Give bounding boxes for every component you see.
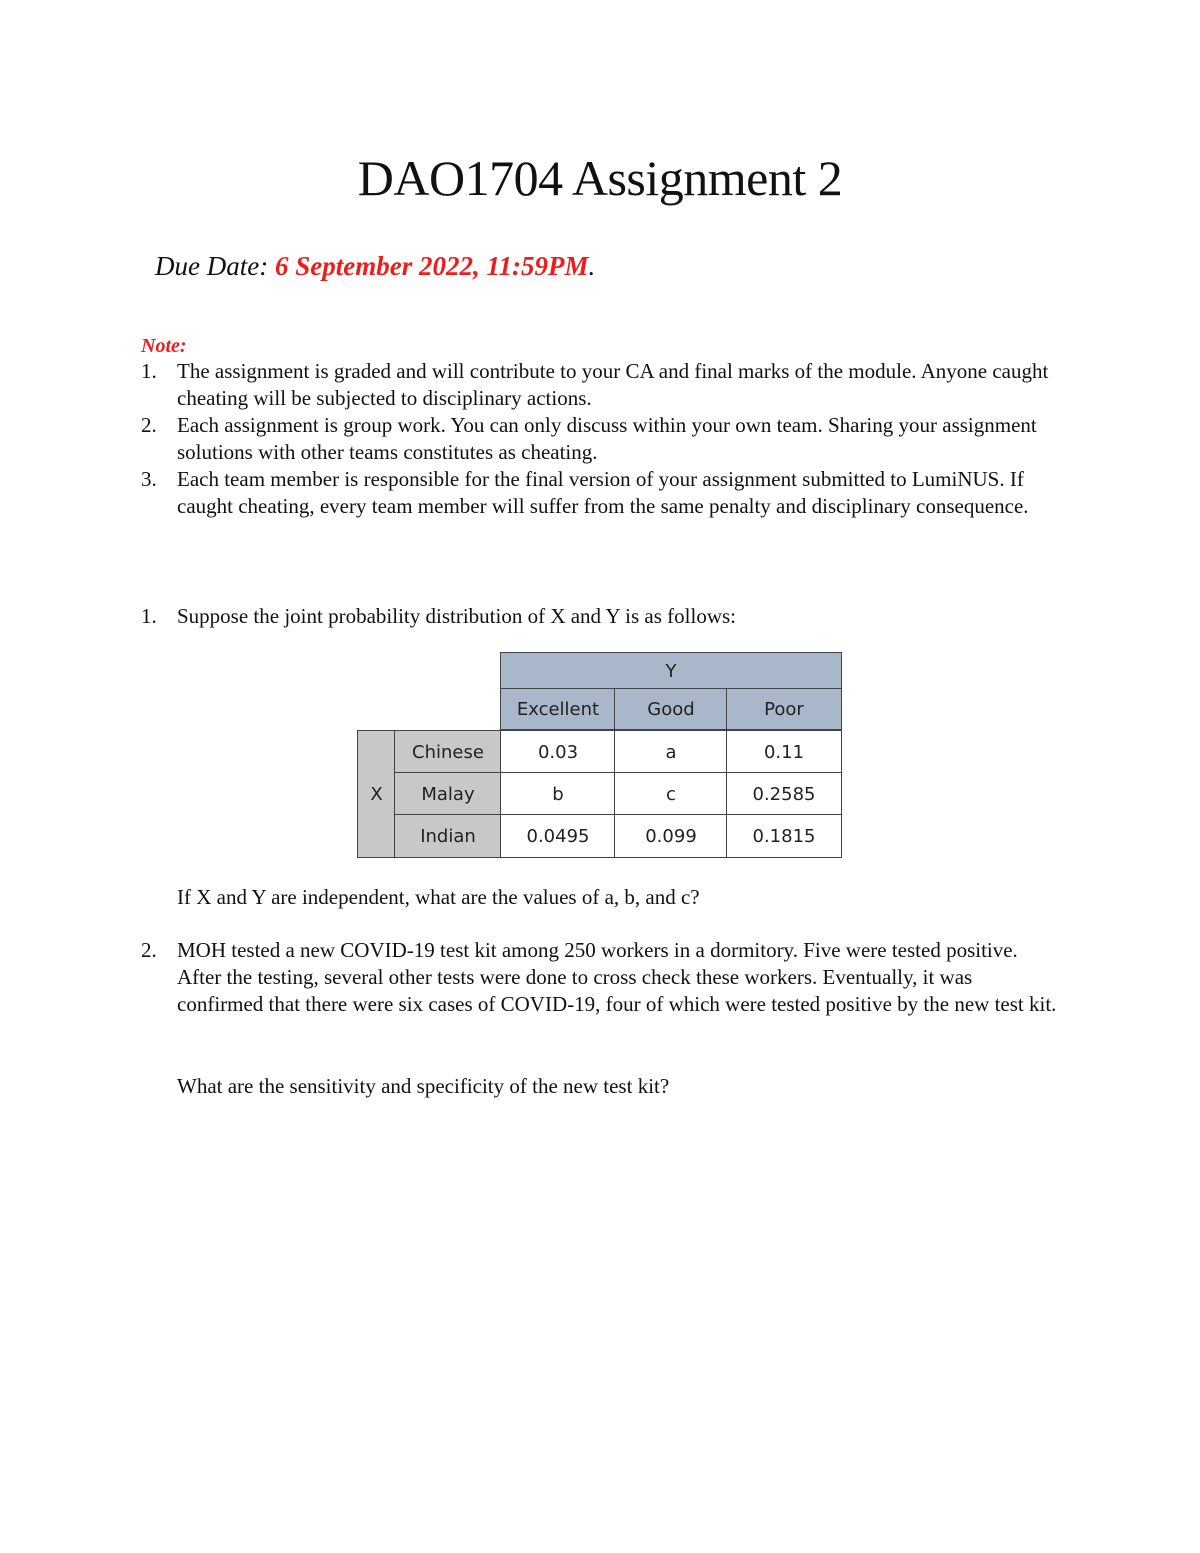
question-number: 2.: [141, 938, 157, 962]
notes-list: [141, 358, 1061, 520]
table-cell: b: [500, 772, 616, 816]
document-title: DAO1704 Assignment 2: [357, 150, 843, 206]
question-text: Suppose the joint probability distribution of X and Y is as follows:: [177, 604, 736, 628]
joint-probability-table: [357, 652, 842, 858]
table-cell: 0.11: [726, 730, 842, 774]
due-date-value: 6 September 2022, 11:59PM: [274, 251, 589, 281]
note-item: [141, 466, 1061, 520]
due-date-line: [155, 248, 595, 284]
table-cell: c: [614, 772, 728, 816]
table-cell: 0.03: [500, 730, 616, 774]
question-2-followup: What are the sensitivity and specificity of the new test kit?: [177, 1074, 670, 1098]
table-cell: 0.099: [614, 814, 728, 858]
question-1-followup: If X and Y are independent, what are the values of a, b, and c?: [177, 885, 700, 909]
table-row-variable: X: [357, 730, 396, 858]
question-item: [141, 603, 1061, 630]
table-cell: 0.1815: [726, 814, 842, 858]
question-item: [141, 937, 1061, 1018]
note-text: Each team member is responsible for the final version of your assignment submitted to LumiNUS. If caught cheating, every team member will suffer from the same penalty and disciplinary consequence.: [177, 467, 1029, 518]
note-label: Note:: [141, 335, 187, 357]
note-number: 2.: [141, 413, 157, 437]
question-1: [141, 603, 1061, 630]
table-row-header: Chinese: [394, 730, 502, 774]
table-row-header: Indian: [394, 814, 502, 858]
question-number: 1.: [141, 604, 157, 628]
question-2: [141, 937, 1061, 1018]
due-date-label: Due Date:: [155, 251, 275, 281]
due-date-suffix: .: [588, 251, 596, 281]
table-cell: 0.0495: [500, 814, 616, 858]
table-cell: a: [614, 730, 728, 774]
question-text: MOH tested a new COVID-19 test kit among 250 workers in a dormitory. Five were tested positive. After the testing, several other tests were done to cross check these workers. Eventually, it was confirmed that there were six cases of COVID-19, four of which were tested positive by the new test kit.: [177, 938, 1057, 1016]
note-text: The assignment is graded and will contribute to your CA and final marks of the module. Anyone caught cheating will be subjected to disciplinary actions.: [177, 359, 1049, 410]
table-cell: 0.2585: [726, 772, 842, 816]
table-row-header: Malay: [394, 772, 502, 816]
table-col-header: Poor: [726, 688, 842, 730]
note-number: 3.: [141, 467, 157, 491]
note-item: [141, 412, 1061, 466]
table-col-header: Excellent: [500, 688, 616, 730]
note-item: [141, 358, 1061, 412]
note-number: 1.: [141, 359, 157, 383]
note-text: Each assignment is group work. You can only discuss within your own team. Sharing your assignment solutions with other teams constitutes as cheating.: [177, 413, 1037, 464]
table-col-header: Good: [614, 688, 728, 730]
table-col-variable: Y: [500, 652, 842, 690]
